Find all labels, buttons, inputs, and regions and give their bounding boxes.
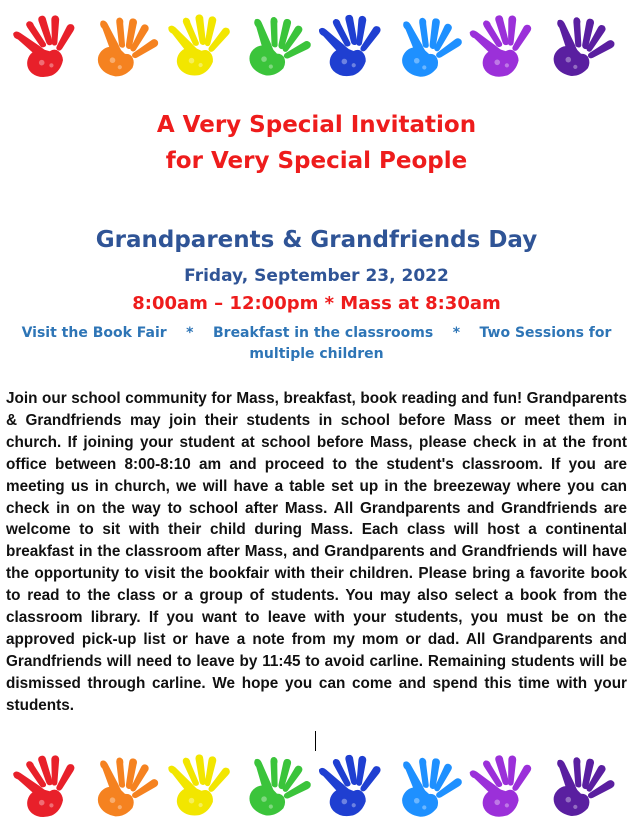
invitation-body-paragraph: Join our school community for Mass, breakfast, book reading and fun! Grandparents & Grandfriends may join their students in school before Mass or meet them in church. If joining your student at school before Mass, please check in at the front office between 8:00-8:10 am and proceed to the student's classroom. If you are meeting us in church, we will have a table set up in the breezeway where you can check in on the way to school after Mass. All Grandparents and Grandfriends are welcome to sit with their child during Mass. Each class will host a continental breakfast in the classroom after Mass, and Grandparents and Grandfriends will have the opportunity to visit the bookfair with their children. Please bring a favorite book to read to the class or a group of students. You may also select a book from the classroom library. If you want to leave with your students, you must be on the approved pick-up list or have a note from my mom or dad. All Grandparents and Grandfriends will need to leave by 11:45 to avoid carline. Remaining students will be dismissed through carline. We hope you can come and spend this time with your students. — [6, 390, 627, 714]
handprint-icon — [84, 12, 171, 94]
handprint-icon — [540, 11, 629, 95]
event-activities: Visit the Book Fair * Breakfast in the classrooms * Two Sessions for multiple children — [21, 325, 612, 362]
handprint-banner-bottom — [14, 752, 624, 832]
handprint-banner-top — [14, 12, 624, 92]
handprint-icon — [312, 7, 401, 91]
handprint-icon — [462, 5, 554, 93]
invitation-title-line1: A Very Special Invitation — [156, 112, 477, 138]
invitation-title-line2: for Very Special People — [165, 148, 468, 174]
handprint-icon — [312, 747, 401, 831]
text-cursor — [315, 731, 316, 751]
event-time: 8:00am – 12:00pm * Mass at 8:30am — [132, 293, 501, 314]
event-date: Friday, September 23, 2022 — [184, 266, 449, 286]
handprint-icon — [462, 745, 554, 833]
event-name: Grandparents & Grandfriends Day — [95, 227, 538, 253]
handprint-icon — [84, 752, 171, 834]
handprint-icon — [540, 751, 629, 835]
